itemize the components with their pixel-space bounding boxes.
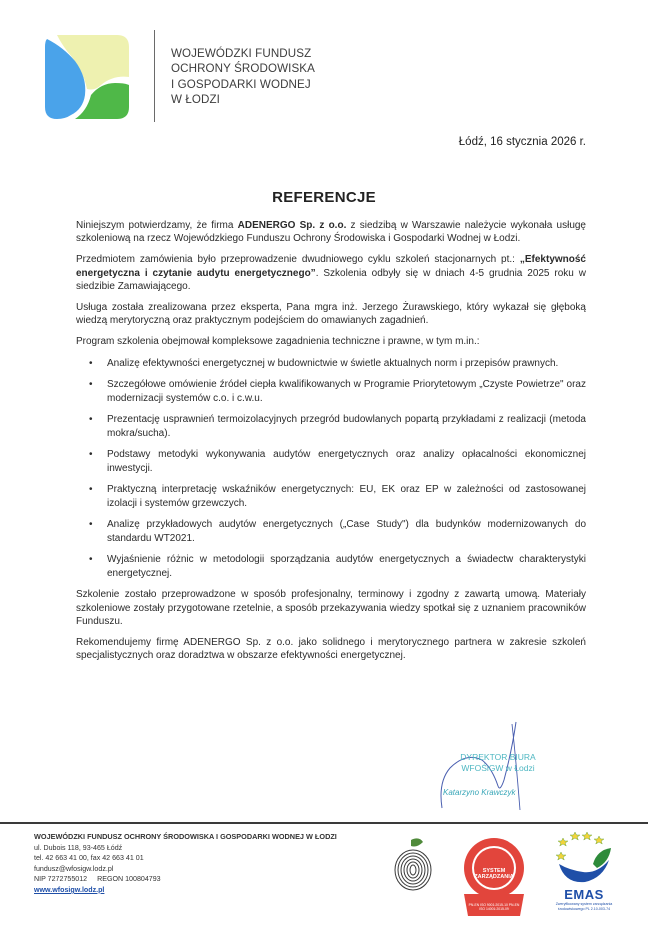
- footer-regon: REGON 100804793: [97, 875, 161, 884]
- letter-date: Łódź, 16 stycznia 2026 r.: [458, 136, 586, 148]
- list-item-text: Szczegółowe omówienie źródeł ciepła kwalifikowanych w Programie Priorytetowym „Czyste Powietrze" oraz modernizacji systemów c.o. i c.w.u.: [107, 379, 586, 404]
- system-seal-iso: PN-EN ISO 9001:2015-10 PN-EN ISO 14001:2015-09: [468, 903, 520, 912]
- bullet-icon: •: [89, 449, 93, 461]
- footer-org-name: WOJEWÓDZKI FUNDUSZ OCHRONY ŚRODOWISKA I GOSPODARKI WODNEJ W ŁODZI: [34, 832, 337, 841]
- list-item-text: Prezentację usprawnień termoizolacyjnych przegród budowlanych popartą przykładami z realizacji (metoda mokra/sucha).: [107, 414, 586, 439]
- bullet-icon: •: [89, 379, 93, 391]
- paragraph-program: Program szkolenia obejmował kompleksowe zagadnienia techniczne i prawne, w tym m.in.:: [76, 336, 480, 348]
- signatory-name: Katarzyno Krawczyk: [443, 788, 516, 797]
- training-title: „Efektywność energetyczna i czytanie audytu energetycznego”: [76, 254, 586, 279]
- text: z siedzibą w Warszawie należycie wykonała usługę szkoleniową na rzecz Wojewódzkiego Funduszu Ochrony Środowiska i Gospodarki Wodnej w Łodzi.: [76, 220, 586, 245]
- program-list: [76, 357, 586, 580]
- list-item: [76, 518, 586, 544]
- logo-divider: [154, 30, 155, 122]
- bullet-icon: •: [89, 357, 93, 369]
- emas-caption: Zweryfikowany system zarządzania środowiskowego PL 2.10-003-74: [555, 902, 613, 911]
- list-item: [76, 378, 586, 404]
- emas-logo-icon: [553, 830, 615, 928]
- org-name-line: OCHRONY ŚRODOWISKA: [171, 62, 315, 76]
- paragraph-subject: [76, 253, 586, 293]
- list-item: [76, 483, 586, 509]
- wfosigw-logo-icon: [43, 33, 129, 119]
- bullet-icon: •: [89, 414, 93, 426]
- fingerprint-apple-icon: [391, 836, 435, 898]
- list-item-text: Analizę przykładowych audytów energetycznych („Case Study") dla budynków modernizowanych do standardu WT2021.: [107, 519, 586, 544]
- stamp-line: DYREKTOR BIURA: [460, 752, 536, 762]
- footer-nip: NIP 7272755012: [34, 875, 88, 884]
- list-item-text: Podstawy metodyki wykonywania audytów energetycznych oraz analizy opłacalności ekonomicznej inwestycji.: [107, 449, 586, 474]
- letter-title: REFERENCJE: [272, 189, 376, 206]
- org-name-line: WOJEWÓDZKI FUNDUSZ: [171, 47, 312, 60]
- system-seal-title: SYSTEM ZARZĄDZANIA: [474, 868, 514, 880]
- footer-ids: [34, 874, 337, 885]
- list-item: [76, 553, 586, 579]
- paragraph-recommendation: Rekomendujemy firmę ADENERGO Sp. z o.o. jako solidnego i merytorycznego partnera w zakresie szkoleń specjalistycznych oraz doradztwa w obszarze efektywności energetycznej.: [76, 637, 586, 662]
- bullet-icon: •: [89, 484, 93, 496]
- footer-website-link[interactable]: www.wfosigw.lodz.pl: [34, 885, 105, 894]
- org-name-line: W ŁODZI: [171, 93, 221, 107]
- letter-body: [76, 219, 586, 670]
- footer-address: ul. Dubois 118, 93-465 Łódź: [34, 843, 123, 852]
- text: Przedmiotem zamówienia było przeprowadzenie dwudniowego cyklu szkoleń stacjonarnych pt.:: [76, 254, 520, 266]
- emas-label: EMAS: [564, 887, 604, 902]
- org-name-line: I GOSPODARKI WODNEJ: [171, 77, 311, 91]
- footer-contact: [34, 832, 337, 896]
- bullet-icon: •: [89, 554, 93, 566]
- list-item: [76, 413, 586, 439]
- paragraph-expert: Usługa została zrealizowana przez eksperta, Pana mgra inż. Jerzego Żurawskiego, który wykazał się głęboką wiedzą merytoryczną oraz praktycznym podejściem do omawianych zagadnień.: [76, 302, 586, 327]
- company-name: ADENERGO Sp. z o.o.: [237, 220, 347, 231]
- text: . Szkolenia odbyły się w dniach 4-5 grudnia 2025 roku w siedzibie Zamawiającego.: [76, 267, 586, 292]
- stamp-line: WFOŚiGW w Łodzi: [461, 762, 535, 773]
- footer-phone: tel. 42 663 41 00, fax 42 663 41 01: [34, 854, 144, 863]
- footer-email[interactable]: fundusz@wfosigw.lodz.pl: [34, 864, 114, 873]
- bullet-icon: •: [89, 519, 93, 531]
- paragraph-evaluation: Szkolenie zostało przeprowadzone w sposób profesjonalny, terminowy i zgodny z zawartą umową. Materiały szkoleniowe zostały przygotowane rzetelnie, a sposób przekazywania wiedzy spotkał się z uznaniem pracowników Funduszu.: [76, 589, 586, 627]
- list-item-text: Analizę efektywności energetycznej w budownictwie w świetle aktualnych norm i przepisów prawnych.: [107, 357, 559, 369]
- footer-divider: [0, 822, 648, 824]
- paragraph-intro: [76, 219, 586, 245]
- signature-stamp: [453, 752, 543, 773]
- text: Niniejszym potwierdzamy, że firma: [76, 220, 238, 231]
- list-item-text: Wyjaśnienie różnic w metodologii sporządzania audytów energetycznych a świadectw charakterystyki energetycznej.: [107, 554, 586, 579]
- org-name: [171, 46, 315, 108]
- list-item-text: Praktyczną interpretację wskaźników energetycznych: EU, EK oraz EP w zależności od zastosowanej izolacji i systemów grzewczych.: [107, 484, 586, 509]
- list-item: [76, 357, 586, 370]
- list-item: [76, 448, 586, 474]
